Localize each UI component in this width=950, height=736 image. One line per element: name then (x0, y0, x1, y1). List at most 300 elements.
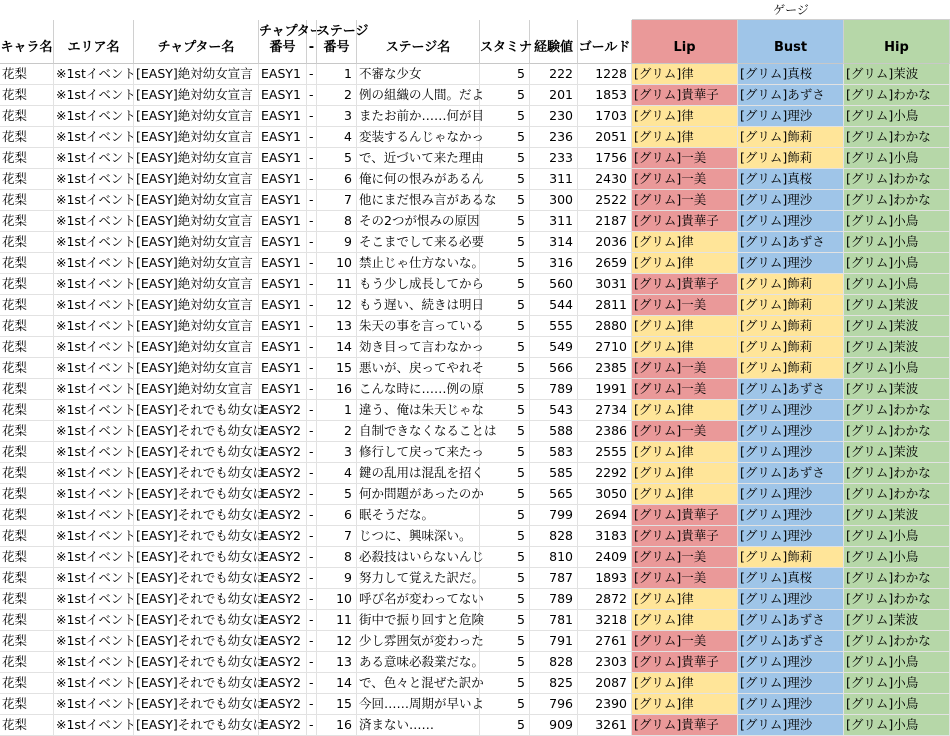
cell-stage-no[interactable]: 15 (317, 694, 357, 715)
cell-hip[interactable]: [グリム]わかな (844, 190, 950, 211)
cell-chapter-no[interactable]: EASY2 (259, 610, 307, 631)
cell-chara[interactable]: 花梨 (0, 169, 54, 190)
header-stage-name[interactable]: ステージ名 (357, 20, 480, 64)
header-chara[interactable]: キャラ名 (0, 20, 54, 64)
cell-chapter-no[interactable]: EASY1 (259, 274, 307, 295)
cell-exp[interactable]: 236 (530, 127, 578, 148)
cell-chapter-no[interactable]: EASY1 (259, 253, 307, 274)
cell-area[interactable]: ※1stイベント (54, 652, 134, 673)
cell-dash[interactable]: - (307, 211, 317, 232)
header-area[interactable]: エリア名 (54, 20, 134, 64)
cell-area[interactable]: ※1stイベント (54, 232, 134, 253)
cell-lip[interactable]: [グリム]律 (632, 316, 738, 337)
cell-gold[interactable]: 2390 (578, 694, 632, 715)
cell-hip[interactable]: [グリム]わかな (844, 484, 950, 505)
cell-chapter[interactable]: [EASY]絶対幼女宣言 (134, 316, 259, 337)
cell-stamina[interactable]: 5 (480, 169, 530, 190)
cell-stage-name[interactable]: そこまでして来る必要 (357, 232, 480, 253)
cell-lip[interactable]: [グリム]律 (632, 610, 738, 631)
cell-bust[interactable]: [グリム]真桜 (738, 568, 844, 589)
cell-chapter-no[interactable]: EASY2 (259, 589, 307, 610)
cell-gold[interactable]: 2087 (578, 673, 632, 694)
cell-exp[interactable]: 781 (530, 610, 578, 631)
cell-stamina[interactable]: 5 (480, 106, 530, 127)
cell-chapter-no[interactable]: EASY2 (259, 652, 307, 673)
cell-gold[interactable]: 3261 (578, 715, 632, 736)
cell-stage-no[interactable]: 11 (317, 274, 357, 295)
cell-hip[interactable]: [グリム]小鳥 (844, 148, 950, 169)
cell-stage-no[interactable]: 7 (317, 190, 357, 211)
cell-bust[interactable]: [グリム]理沙 (738, 442, 844, 463)
cell-gold[interactable]: 2430 (578, 169, 632, 190)
cell-bust[interactable]: [グリム]飾莉 (738, 337, 844, 358)
cell-bust[interactable]: [グリム]理沙 (738, 253, 844, 274)
cell-chapter-no[interactable]: EASY1 (259, 148, 307, 169)
cell-dash[interactable]: - (307, 652, 317, 673)
cell-exp[interactable]: 544 (530, 295, 578, 316)
cell-stage-name[interactable]: ある意味必殺業だな。 (357, 652, 480, 673)
cell-chapter-no[interactable]: EASY1 (259, 85, 307, 106)
cell-dash[interactable]: - (307, 673, 317, 694)
cell-dash[interactable]: - (307, 589, 317, 610)
cell-bust[interactable]: [グリム]飾莉 (738, 148, 844, 169)
cell-hip[interactable]: [グリム]わかな (844, 463, 950, 484)
cell-chapter-no[interactable]: EASY1 (259, 316, 307, 337)
cell-chapter-no[interactable]: EASY1 (259, 169, 307, 190)
cell-lip[interactable]: [グリム]律 (632, 106, 738, 127)
cell-chapter-no[interactable]: EASY2 (259, 673, 307, 694)
cell-area[interactable]: ※1stイベント (54, 715, 134, 736)
cell-dash[interactable]: - (307, 694, 317, 715)
header-chapter[interactable]: チャプター名 (134, 20, 259, 64)
cell-exp[interactable]: 549 (530, 337, 578, 358)
cell-area[interactable]: ※1stイベント (54, 673, 134, 694)
cell-hip[interactable]: [グリム]茉波 (844, 316, 950, 337)
cell-dash[interactable]: - (307, 715, 317, 736)
cell-dash[interactable]: - (307, 631, 317, 652)
cell-chapter-no[interactable]: EASY1 (259, 232, 307, 253)
cell-area[interactable]: ※1stイベント (54, 484, 134, 505)
cell-area[interactable]: ※1stイベント (54, 631, 134, 652)
cell-area[interactable]: ※1stイベント (54, 274, 134, 295)
cell-chapter[interactable]: [EASY]それでも幼女は (134, 421, 259, 442)
cell-chara[interactable]: 花梨 (0, 379, 54, 400)
cell-chapter[interactable]: [EASY]それでも幼女は (134, 547, 259, 568)
cell-area[interactable]: ※1stイベント (54, 106, 134, 127)
cell-stage-no[interactable]: 4 (317, 463, 357, 484)
cell-gold[interactable]: 2522 (578, 190, 632, 211)
cell-hip[interactable]: [グリム]わかな (844, 400, 950, 421)
cell-chapter[interactable]: [EASY]絶対幼女宣言 (134, 337, 259, 358)
cell-bust[interactable]: [グリム]あずさ (738, 463, 844, 484)
cell-stamina[interactable]: 5 (480, 64, 530, 85)
cell-area[interactable]: ※1stイベント (54, 211, 134, 232)
cell-stamina[interactable]: 5 (480, 652, 530, 673)
cell-exp[interactable]: 230 (530, 106, 578, 127)
cell-lip[interactable]: [グリム]一美 (632, 631, 738, 652)
cell-chara[interactable]: 花梨 (0, 106, 54, 127)
cell-exp[interactable]: 233 (530, 148, 578, 169)
cell-chapter[interactable]: [EASY]それでも幼女は (134, 568, 259, 589)
cell-stage-name[interactable]: 鍵の乱用は混乱を招く (357, 463, 480, 484)
cell-stage-no[interactable]: 8 (317, 547, 357, 568)
cell-stamina[interactable]: 5 (480, 442, 530, 463)
cell-bust[interactable]: [グリム]あずさ (738, 631, 844, 652)
cell-dash[interactable]: - (307, 400, 317, 421)
cell-gold[interactable]: 1703 (578, 106, 632, 127)
cell-area[interactable]: ※1stイベント (54, 127, 134, 148)
cell-stage-name[interactable]: じつに、興味深い。 (357, 526, 480, 547)
cell-chara[interactable]: 花梨 (0, 631, 54, 652)
cell-gold[interactable]: 2386 (578, 421, 632, 442)
cell-bust[interactable]: [グリム]あずさ (738, 85, 844, 106)
cell-stage-name[interactable]: 禁止じゃ仕方ないな。 (357, 253, 480, 274)
cell-chapter[interactable]: [EASY]絶対幼女宣言 (134, 295, 259, 316)
cell-chara[interactable]: 花梨 (0, 421, 54, 442)
cell-lip[interactable]: [グリム]一美 (632, 547, 738, 568)
cell-stage-name[interactable]: 効き目って言わなかっ (357, 337, 480, 358)
cell-exp[interactable]: 311 (530, 169, 578, 190)
cell-bust[interactable]: [グリム]理沙 (738, 652, 844, 673)
cell-chapter[interactable]: [EASY]それでも幼女は (134, 673, 259, 694)
cell-hip[interactable]: [グリム]わかな (844, 421, 950, 442)
cell-bust[interactable]: [グリム]飾莉 (738, 127, 844, 148)
cell-dash[interactable]: - (307, 316, 317, 337)
cell-gold[interactable]: 2303 (578, 652, 632, 673)
cell-gold[interactable]: 1853 (578, 85, 632, 106)
cell-lip[interactable]: [グリム]律 (632, 232, 738, 253)
cell-stage-name[interactable]: 今回……周期が早いよ (357, 694, 480, 715)
cell-exp[interactable]: 791 (530, 631, 578, 652)
cell-stamina[interactable]: 5 (480, 337, 530, 358)
cell-gold[interactable]: 2710 (578, 337, 632, 358)
cell-hip[interactable]: [グリム]小鳥 (844, 211, 950, 232)
cell-exp[interactable]: 588 (530, 421, 578, 442)
cell-gold[interactable]: 2409 (578, 547, 632, 568)
cell-stage-no[interactable]: 13 (317, 652, 357, 673)
cell-chapter[interactable]: [EASY]それでも幼女は (134, 484, 259, 505)
cell-exp[interactable]: 787 (530, 568, 578, 589)
cell-chapter[interactable]: [EASY]それでも幼女は (134, 442, 259, 463)
cell-stamina[interactable]: 5 (480, 484, 530, 505)
cell-dash[interactable]: - (307, 253, 317, 274)
cell-exp[interactable]: 555 (530, 316, 578, 337)
cell-exp[interactable]: 314 (530, 232, 578, 253)
cell-stage-name[interactable]: 違う、俺は朱天じゃな (357, 400, 480, 421)
cell-chapter-no[interactable]: EASY1 (259, 295, 307, 316)
cell-gold[interactable]: 2872 (578, 589, 632, 610)
cell-gold[interactable]: 2811 (578, 295, 632, 316)
cell-exp[interactable]: 311 (530, 211, 578, 232)
cell-stage-no[interactable]: 9 (317, 232, 357, 253)
cell-area[interactable]: ※1stイベント (54, 610, 134, 631)
cell-stage-name[interactable]: 努力して覚えた訳だ。 (357, 568, 480, 589)
cell-lip[interactable]: [グリム]律 (632, 127, 738, 148)
cell-stage-name[interactable]: 少し雰囲気が変わった (357, 631, 480, 652)
cell-gold[interactable]: 1228 (578, 64, 632, 85)
cell-lip[interactable]: [グリム]一美 (632, 379, 738, 400)
cell-lip[interactable]: [グリム]律 (632, 253, 738, 274)
cell-hip[interactable]: [グリム]小鳥 (844, 715, 950, 736)
cell-hip[interactable]: [グリム]茉波 (844, 295, 950, 316)
cell-lip[interactable]: [グリム]一美 (632, 169, 738, 190)
cell-stamina[interactable]: 5 (480, 316, 530, 337)
cell-stamina[interactable]: 5 (480, 694, 530, 715)
cell-stage-no[interactable]: 6 (317, 505, 357, 526)
cell-chapter-no[interactable]: EASY1 (259, 190, 307, 211)
cell-chapter[interactable]: [EASY]絶対幼女宣言 (134, 274, 259, 295)
header-chapter-no[interactable]: チャプター 番号 (259, 20, 307, 64)
cell-bust[interactable]: [グリム]理沙 (738, 505, 844, 526)
cell-hip[interactable]: [グリム]小鳥 (844, 358, 950, 379)
cell-area[interactable]: ※1stイベント (54, 316, 134, 337)
cell-stamina[interactable]: 5 (480, 379, 530, 400)
cell-area[interactable]: ※1stイベント (54, 589, 134, 610)
cell-stage-no[interactable]: 14 (317, 673, 357, 694)
cell-chapter-no[interactable]: EASY2 (259, 442, 307, 463)
cell-exp[interactable]: 566 (530, 358, 578, 379)
cell-chapter-no[interactable]: EASY2 (259, 547, 307, 568)
cell-chara[interactable]: 花梨 (0, 463, 54, 484)
cell-bust[interactable]: [グリム]理沙 (738, 715, 844, 736)
cell-stage-name[interactable]: 変装するんじゃなかっ (357, 127, 480, 148)
cell-bust[interactable]: [グリム]あずさ (738, 232, 844, 253)
cell-chapter-no[interactable]: EASY2 (259, 694, 307, 715)
cell-chara[interactable]: 花梨 (0, 442, 54, 463)
cell-lip[interactable]: [グリム]一美 (632, 358, 738, 379)
cell-chapter-no[interactable]: EASY2 (259, 400, 307, 421)
cell-stage-no[interactable]: 6 (317, 169, 357, 190)
cell-area[interactable]: ※1stイベント (54, 358, 134, 379)
cell-bust[interactable]: [グリム]理沙 (738, 589, 844, 610)
cell-lip[interactable]: [グリム]貴華子 (632, 85, 738, 106)
cell-bust[interactable]: [グリム]理沙 (738, 400, 844, 421)
cell-chara[interactable]: 花梨 (0, 127, 54, 148)
cell-dash[interactable]: - (307, 232, 317, 253)
cell-bust[interactable]: [グリム]理沙 (738, 484, 844, 505)
cell-stamina[interactable]: 5 (480, 589, 530, 610)
cell-chara[interactable]: 花梨 (0, 190, 54, 211)
cell-chapter[interactable]: [EASY]絶対幼女宣言 (134, 379, 259, 400)
cell-gold[interactable]: 2036 (578, 232, 632, 253)
cell-chapter[interactable]: [EASY]それでも幼女は (134, 652, 259, 673)
cell-exp[interactable]: 201 (530, 85, 578, 106)
cell-chapter[interactable]: [EASY]絶対幼女宣言 (134, 127, 259, 148)
cell-chapter[interactable]: [EASY]それでも幼女は (134, 610, 259, 631)
cell-stage-name[interactable]: 例の組織の人間。だよ (357, 85, 480, 106)
cell-stage-name[interactable]: 眠そうだな。 (357, 505, 480, 526)
cell-area[interactable]: ※1stイベント (54, 337, 134, 358)
cell-stage-name[interactable]: その2つが恨みの原因 (357, 211, 480, 232)
cell-dash[interactable]: - (307, 148, 317, 169)
cell-chapter[interactable]: [EASY]それでも幼女は (134, 400, 259, 421)
cell-gold[interactable]: 2659 (578, 253, 632, 274)
cell-dash[interactable]: - (307, 484, 317, 505)
cell-exp[interactable]: 789 (530, 379, 578, 400)
cell-gold[interactable]: 2555 (578, 442, 632, 463)
cell-stage-no[interactable]: 10 (317, 589, 357, 610)
cell-chara[interactable]: 花梨 (0, 64, 54, 85)
cell-gold[interactable]: 2694 (578, 505, 632, 526)
cell-hip[interactable]: [グリム]茉波 (844, 442, 950, 463)
cell-stamina[interactable]: 5 (480, 673, 530, 694)
cell-bust[interactable]: [グリム]飾莉 (738, 274, 844, 295)
cell-chara[interactable]: 花梨 (0, 316, 54, 337)
cell-bust[interactable]: [グリム]理沙 (738, 526, 844, 547)
header-lip[interactable]: Lip (632, 20, 738, 64)
cell-area[interactable]: ※1stイベント (54, 253, 134, 274)
cell-chapter[interactable]: [EASY]絶対幼女宣言 (134, 148, 259, 169)
cell-hip[interactable]: [グリム]茉波 (844, 337, 950, 358)
cell-chara[interactable]: 花梨 (0, 694, 54, 715)
cell-chara[interactable]: 花梨 (0, 484, 54, 505)
cell-hip[interactable]: [グリム]わかな (844, 568, 950, 589)
cell-area[interactable]: ※1stイベント (54, 85, 134, 106)
cell-stage-name[interactable]: で、近づいて来た理由 (357, 148, 480, 169)
cell-area[interactable]: ※1stイベント (54, 442, 134, 463)
cell-chara[interactable]: 花梨 (0, 589, 54, 610)
cell-chapter-no[interactable]: EASY1 (259, 106, 307, 127)
cell-chapter[interactable]: [EASY]絶対幼女宣言 (134, 211, 259, 232)
cell-chapter[interactable]: [EASY]それでも幼女は (134, 463, 259, 484)
cell-stamina[interactable]: 5 (480, 463, 530, 484)
cell-lip[interactable]: [グリム]律 (632, 673, 738, 694)
cell-chapter[interactable]: [EASY]それでも幼女は (134, 631, 259, 652)
cell-dash[interactable]: - (307, 442, 317, 463)
cell-lip[interactable]: [グリム]律 (632, 64, 738, 85)
cell-stamina[interactable]: 5 (480, 190, 530, 211)
cell-chapter[interactable]: [EASY]それでも幼女は (134, 526, 259, 547)
cell-dash[interactable]: - (307, 358, 317, 379)
cell-hip[interactable]: [グリム]わかな (844, 169, 950, 190)
cell-chara[interactable]: 花梨 (0, 232, 54, 253)
cell-gold[interactable]: 2292 (578, 463, 632, 484)
cell-chapter-no[interactable]: EASY1 (259, 127, 307, 148)
cell-stage-no[interactable]: 13 (317, 316, 357, 337)
cell-area[interactable]: ※1stイベント (54, 64, 134, 85)
cell-dash[interactable]: - (307, 526, 317, 547)
cell-gold[interactable]: 2187 (578, 211, 632, 232)
cell-chapter-no[interactable]: EASY2 (259, 505, 307, 526)
cell-chapter-no[interactable]: EASY2 (259, 421, 307, 442)
cell-exp[interactable]: 585 (530, 463, 578, 484)
cell-chapter[interactable]: [EASY]それでも幼女は (134, 589, 259, 610)
cell-dash[interactable]: - (307, 505, 317, 526)
cell-area[interactable]: ※1stイベント (54, 526, 134, 547)
cell-lip[interactable]: [グリム]律 (632, 589, 738, 610)
cell-chapter-no[interactable]: EASY1 (259, 211, 307, 232)
cell-gold[interactable]: 2880 (578, 316, 632, 337)
cell-hip[interactable]: [グリム]わかな (844, 85, 950, 106)
cell-exp[interactable]: 789 (530, 589, 578, 610)
cell-exp[interactable]: 560 (530, 274, 578, 295)
cell-exp[interactable]: 583 (530, 442, 578, 463)
cell-stage-name[interactable]: 街中で振り回すと危険 (357, 610, 480, 631)
cell-chapter-no[interactable]: EASY2 (259, 463, 307, 484)
cell-exp[interactable]: 796 (530, 694, 578, 715)
cell-bust[interactable]: [グリム]あずさ (738, 610, 844, 631)
cell-chapter[interactable]: [EASY]絶対幼女宣言 (134, 190, 259, 211)
cell-stage-no[interactable]: 9 (317, 568, 357, 589)
cell-gold[interactable]: 2051 (578, 127, 632, 148)
cell-hip[interactable]: [グリム]茉波 (844, 64, 950, 85)
cell-gold[interactable]: 2734 (578, 400, 632, 421)
cell-exp[interactable]: 543 (530, 400, 578, 421)
cell-stage-no[interactable]: 15 (317, 358, 357, 379)
cell-dash[interactable]: - (307, 64, 317, 85)
cell-area[interactable]: ※1stイベント (54, 295, 134, 316)
cell-stage-no[interactable]: 1 (317, 400, 357, 421)
cell-area[interactable]: ※1stイベント (54, 463, 134, 484)
cell-lip[interactable]: [グリム]律 (632, 337, 738, 358)
cell-bust[interactable]: [グリム]理沙 (738, 106, 844, 127)
cell-area[interactable]: ※1stイベント (54, 190, 134, 211)
cell-bust[interactable]: [グリム]真桜 (738, 169, 844, 190)
cell-stamina[interactable]: 5 (480, 211, 530, 232)
cell-hip[interactable]: [グリム]小鳥 (844, 673, 950, 694)
cell-stage-no[interactable]: 1 (317, 64, 357, 85)
cell-stage-name[interactable]: 自制できなくなることは (357, 421, 480, 442)
cell-chara[interactable]: 花梨 (0, 568, 54, 589)
cell-stamina[interactable]: 5 (480, 505, 530, 526)
cell-dash[interactable]: - (307, 568, 317, 589)
cell-dash[interactable]: - (307, 190, 317, 211)
cell-gold[interactable]: 2385 (578, 358, 632, 379)
cell-chapter[interactable]: [EASY]絶対幼女宣言 (134, 232, 259, 253)
cell-bust[interactable]: [グリム]飾莉 (738, 316, 844, 337)
cell-lip[interactable]: [グリム]一美 (632, 190, 738, 211)
cell-chapter-no[interactable]: EASY2 (259, 484, 307, 505)
cell-chapter[interactable]: [EASY]絶対幼女宣言 (134, 169, 259, 190)
cell-stage-name[interactable]: 済まない…… (357, 715, 480, 736)
cell-lip[interactable]: [グリム]一美 (632, 148, 738, 169)
cell-dash[interactable]: - (307, 169, 317, 190)
cell-dash[interactable]: - (307, 610, 317, 631)
cell-lip[interactable]: [グリム]一美 (632, 568, 738, 589)
cell-chara[interactable]: 花梨 (0, 295, 54, 316)
cell-chara[interactable]: 花梨 (0, 274, 54, 295)
cell-gold[interactable]: 3183 (578, 526, 632, 547)
cell-dash[interactable]: - (307, 379, 317, 400)
cell-exp[interactable]: 909 (530, 715, 578, 736)
cell-exp[interactable]: 828 (530, 526, 578, 547)
header-dash[interactable]: - (307, 20, 317, 64)
cell-stage-no[interactable]: 2 (317, 85, 357, 106)
cell-lip[interactable]: [グリム]律 (632, 400, 738, 421)
cell-hip[interactable]: [グリム]茉波 (844, 505, 950, 526)
cell-area[interactable]: ※1stイベント (54, 421, 134, 442)
cell-exp[interactable]: 799 (530, 505, 578, 526)
cell-lip[interactable]: [グリム]貴華子 (632, 526, 738, 547)
cell-dash[interactable]: - (307, 463, 317, 484)
cell-stage-no[interactable]: 11 (317, 610, 357, 631)
cell-bust[interactable]: [グリム]飾莉 (738, 547, 844, 568)
cell-stage-no[interactable]: 3 (317, 442, 357, 463)
cell-stage-name[interactable]: 俺に何の恨みがあるん (357, 169, 480, 190)
cell-chara[interactable]: 花梨 (0, 85, 54, 106)
cell-chara[interactable]: 花梨 (0, 526, 54, 547)
cell-stamina[interactable]: 5 (480, 85, 530, 106)
cell-chara[interactable]: 花梨 (0, 337, 54, 358)
cell-chapter[interactable]: [EASY]絶対幼女宣言 (134, 85, 259, 106)
cell-chapter[interactable]: [EASY]絶対幼女宣言 (134, 64, 259, 85)
cell-chapter-no[interactable]: EASY2 (259, 631, 307, 652)
header-hip[interactable]: Hip (844, 20, 950, 64)
cell-gold[interactable]: 3218 (578, 610, 632, 631)
cell-stage-name[interactable]: こんな時に……例の原 (357, 379, 480, 400)
cell-lip[interactable]: [グリム]一美 (632, 295, 738, 316)
cell-hip[interactable]: [グリム]小鳥 (844, 694, 950, 715)
